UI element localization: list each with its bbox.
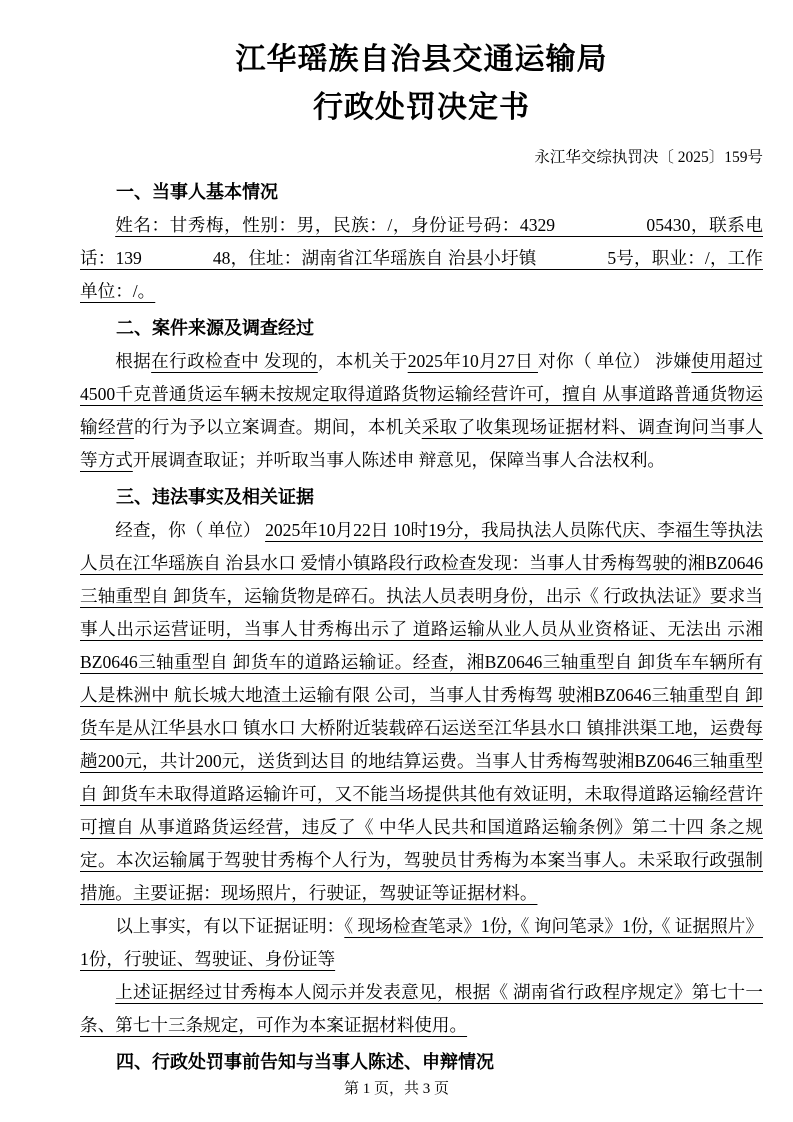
document-section (80, 176, 763, 308)
paragraph (80, 345, 763, 477)
underlined-text: 姓名：甘秀梅，性别：男，民族：/，身份证号码：4329 05430，联系电话：139 48，住址：湖南省江华瑶族自 治县小圩镇 5号，职业：/，工作单位：/。 (80, 215, 763, 301)
section-heading: 一、当事人基本情况 (116, 182, 278, 202)
page-number-footer: 第 1 页，共 3 页 (343, 1081, 449, 1097)
document-sections (80, 176, 763, 1079)
document-title-line1: 江华瑶族自治县交通运输局 (235, 43, 608, 76)
underlined-text: 2025年10月27日 (407, 351, 538, 371)
document-section (80, 1046, 763, 1079)
paragraph (80, 976, 763, 1042)
document-title-line2: 行政处罚决定书 (313, 91, 530, 124)
paragraph (80, 910, 763, 976)
plain-text: ，本机关于 (317, 351, 408, 371)
plain-text: 以上事实，有以下证据证明： (115, 916, 345, 936)
underlined-text: 使用超过4500千克普通货运车辆未按规定取得道路货物运输经营许可，擅自 从事道路普通货物运输经营 (80, 351, 763, 437)
document-number: 永江华交综执罚决〔 2025〕159号 (534, 149, 763, 166)
section-heading: 二、案件来源及调查经过 (116, 318, 314, 338)
underlined-text: 2025年10月22日 10时19分，我局执法人员陈代庆、李福生等执法人员在江华瑶族自 治县水口 爱情小镇路段行政检查发现：当事人甘秀梅驾驶的湘BZ0646三轴重型自 卸货车，运输货物是碎石。执法人员表明身份，出示《 行政执法证》要求当事人出示运营证明，当事人甘秀梅出示了 道路运输从业人员从业资格证、无法出 示湘BZ0646三轴重型自 卸货车的道路运输证。经查，湘BZ0646三轴重型自 卸货车车辆所有人是株洲中 航长城大地渣土运输有限 公司，当事人甘秀梅驾 驶湘BZ0646三轴重型自 卸货车是从江华县水口 镇水口 大桥附近装载碎石运送至江华县水口 镇排洪渠工地，运费每趟200元，共计200元，送货到达目 的地结算运费。当事人甘秀梅驾驶湘BZ0646三轴重型自 卸货车未取得道路运输许可，又不能当场提供其他有效证明，未取得道路运输经营许可擅自 从事道路货运经营，违反了《 中华人民共和国道路运输条例》第二十四 条之规定。本次运输属于驾驶甘秀梅个人行为，驾驶员甘秀梅为本案当事人。未采取行政强制措施。主要证据：现场照片，行驶证，驾驶证等证据材料。 (80, 520, 763, 903)
document-section (80, 481, 763, 1042)
paragraph (80, 514, 763, 910)
plain-text: 的行为予以立案调查。期间，本机关 (133, 417, 422, 437)
paragraph (80, 209, 763, 308)
plain-text: 根据 (115, 351, 152, 371)
plain-text: 对你（ 单位） 涉嫌 (537, 351, 692, 371)
document-section (80, 312, 763, 477)
section-heading: 四、行政处罚事前告知与当事人陈述、申辩情况 (116, 1052, 494, 1072)
underlined-text: 上述证据经过甘秀梅本人阅示并发表意见，根据《 湖南省行政程序规定》第七十一条、第七十三条规定，可作为本案证据材料使用。 (80, 982, 763, 1035)
plain-text: 开展调查取证；并听取当事人陈述申 辩意见，保障当事人合法权利。 (132, 450, 666, 470)
underlined-text: 在行政检查中 发现的 (151, 351, 318, 371)
underlined-text: 采取了收集现场证据材料、调查询问当事人等方式 (80, 417, 763, 470)
underlined-text: 《 现场检查笔录》1份,《 询问笔录》1份,《 证据照片》1份，行驶证、驾驶证、身份证等 (80, 916, 763, 969)
plain-text: 经查，你（ 单位） (115, 520, 266, 540)
section-heading: 三、违法事实及相关证据 (116, 487, 314, 507)
document-content (80, 36, 763, 1079)
